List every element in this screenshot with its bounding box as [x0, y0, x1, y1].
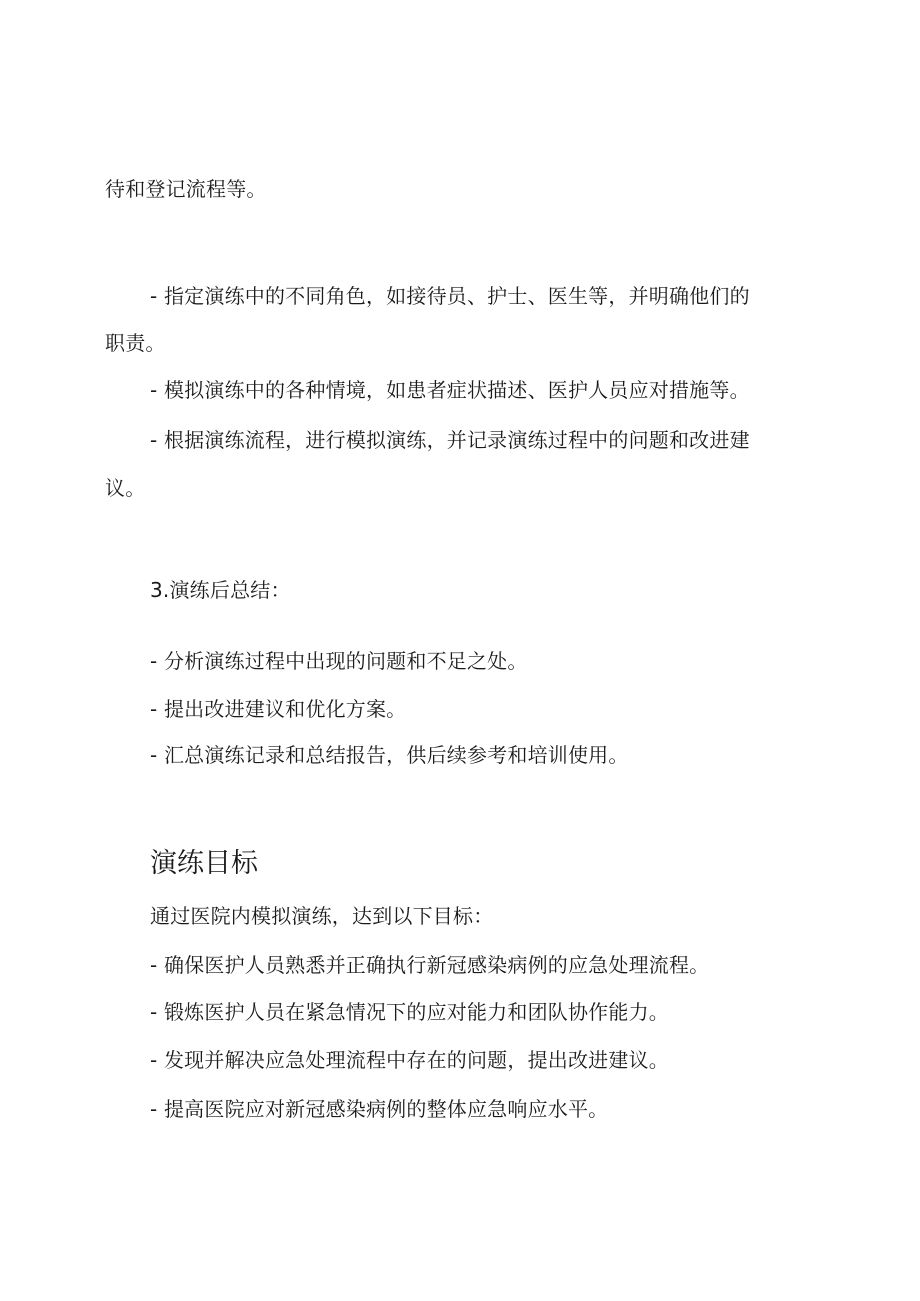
list-item: - 模拟演练中的各种情境，如患者症状描述、医护人员应对措施等。: [150, 378, 750, 402]
list-item: - 锻炼医护人员在紧急情况下的应对能力和团队协作能力。: [150, 1000, 669, 1024]
list-item: - 根据演练流程，进行模拟演练，并记录演练过程中的问题和改进建: [150, 428, 750, 452]
section-heading: 演练目标: [150, 848, 258, 879]
list-item: - 指定演练中的不同角色，如接待员、护士、医生等，并明确他们的: [150, 284, 750, 308]
section-title: 3.演练后总结：: [150, 578, 291, 602]
list-item: - 确保医护人员熟悉并正确执行新冠感染病例的应急处理流程。: [150, 953, 710, 977]
list-item-continuation: 议。: [105, 476, 146, 500]
list-item: - 提出改进建议和优化方案。: [150, 697, 407, 721]
list-item-continuation: 职责。: [105, 331, 166, 355]
list-item: - 汇总演练记录和总结报告，供后续参考和培训使用。: [150, 743, 629, 767]
list-item: - 分析演练过程中出现的问题和不足之处。: [150, 649, 528, 673]
paragraph: 通过医院内模拟演练，达到以下目标：: [150, 904, 494, 928]
list-item: - 发现并解决应急处理流程中存在的问题，提出改进建议。: [150, 1048, 669, 1072]
list-item: - 提高医院应对新冠感染病例的整体应急响应水平。: [150, 1097, 609, 1121]
continuation-text: 待和登记流程等。: [105, 177, 267, 201]
